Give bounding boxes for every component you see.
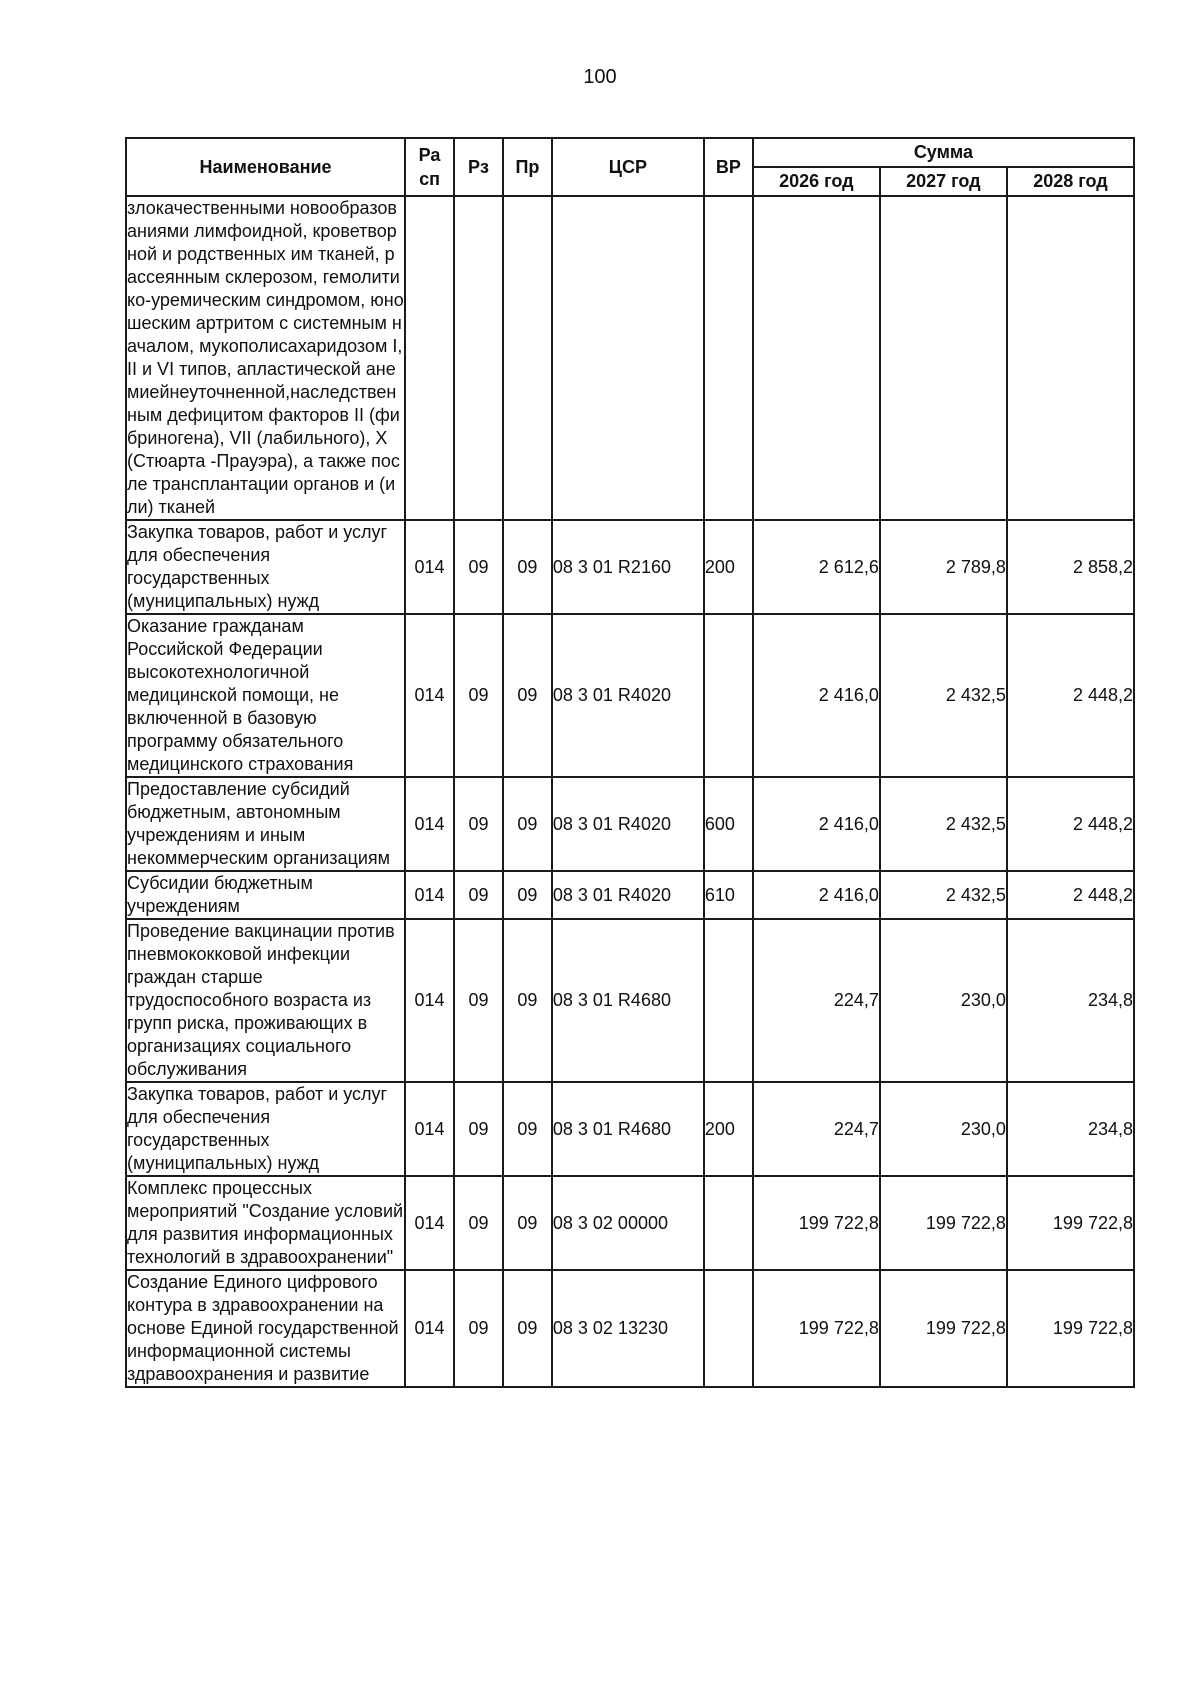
- header-year-2026: 2026 год: [753, 167, 880, 196]
- header-year-2027: 2027 год: [880, 167, 1007, 196]
- cell-2027: 2 432,5: [880, 871, 1007, 919]
- cell-2026: 2 612,6: [753, 520, 880, 614]
- header-sum: Сумма: [753, 138, 1134, 167]
- cell-csr: 08 3 02 00000: [552, 1176, 704, 1270]
- cell-vr: [704, 1270, 753, 1387]
- cell-name: злокачественными новообразованиями лимфоидной, кроветворной и родственных им тканей, рассеянным склерозом, гемолитико-уремическим синдромом, юношеским артритом с системным началом, мукополисахаридозом I, II и VI типов, апластической анемиейнеуточненной,наследственным дефицитом факторов II (фибриногена), VII (лабильного), X (Стюарта -Прауэра), а также после трансплантации органов и (или) тканей: [126, 196, 405, 520]
- cell-2028: 234,8: [1007, 919, 1134, 1082]
- cell-rasp: 014: [405, 1082, 454, 1176]
- cell-2027: 230,0: [880, 919, 1007, 1082]
- cell-vr: [704, 1176, 753, 1270]
- header-rz: Рз: [454, 138, 503, 196]
- cell-2027: [880, 196, 1007, 520]
- header-rasp-text: Ра сп: [418, 145, 441, 189]
- cell-rz: 09: [454, 614, 503, 777]
- table-row: [126, 520, 1134, 614]
- cell-2027: 230,0: [880, 1082, 1007, 1176]
- cell-2027: 2 789,8: [880, 520, 1007, 614]
- cell-pr: 09: [503, 614, 552, 777]
- cell-name: Создание Единого цифрового контура в здравоохранении на основе Единой государственной информационной системы здравоохранения и развитие: [126, 1270, 405, 1387]
- cell-csr: 08 3 02 13230: [552, 1270, 704, 1387]
- cell-pr: [503, 196, 552, 520]
- cell-2028: 199 722,8: [1007, 1270, 1134, 1387]
- cell-2026: 224,7: [753, 919, 880, 1082]
- table-row: [126, 1176, 1134, 1270]
- cell-pr: 09: [503, 1270, 552, 1387]
- cell-2026: 224,7: [753, 1082, 880, 1176]
- cell-2026: 2 416,0: [753, 614, 880, 777]
- cell-vr: [704, 196, 753, 520]
- cell-vr: 600: [704, 777, 753, 871]
- cell-csr: 08 3 01 R4020: [552, 871, 704, 919]
- cell-2027: 2 432,5: [880, 777, 1007, 871]
- page-number: 100: [583, 66, 617, 88]
- cell-2028: 234,8: [1007, 1082, 1134, 1176]
- cell-name: Проведение вакцинации против пневмококковой инфекции граждан старше трудоспособного возраста из групп риска, проживающих в организациях социального обслуживания: [126, 919, 405, 1082]
- cell-name: Закупка товаров, работ и услуг для обеспечения государственных (муниципальных) нужд: [126, 1082, 405, 1176]
- cell-name: Оказание гражданам Российской Федерации высокотехнологичной медицинской помощи, не включенной в базовую программу обязательного медицинского страхования: [126, 614, 405, 777]
- cell-rasp: 014: [405, 919, 454, 1082]
- cell-pr: 09: [503, 777, 552, 871]
- cell-name: Субсидии бюджетным учреждениям: [126, 871, 405, 919]
- table-row: [126, 919, 1134, 1082]
- table-row: [126, 196, 1134, 520]
- cell-vr: 200: [704, 520, 753, 614]
- cell-2026: 2 416,0: [753, 871, 880, 919]
- table-row: [126, 871, 1134, 919]
- cell-csr: [552, 196, 704, 520]
- table-body: [126, 196, 1134, 1387]
- header-rasp: [405, 138, 454, 196]
- cell-rasp: 014: [405, 777, 454, 871]
- cell-rasp: 014: [405, 871, 454, 919]
- cell-name: Закупка товаров, работ и услуг для обеспечения государственных (муниципальных) нужд: [126, 520, 405, 614]
- cell-csr: 08 3 01 R4020: [552, 614, 704, 777]
- cell-2026: 199 722,8: [753, 1270, 880, 1387]
- cell-2027: 199 722,8: [880, 1176, 1007, 1270]
- cell-2027: 199 722,8: [880, 1270, 1007, 1387]
- cell-rz: 09: [454, 1270, 503, 1387]
- cell-vr: 200: [704, 1082, 753, 1176]
- cell-csr: 08 3 01 R4020: [552, 777, 704, 871]
- cell-2028: 2 448,2: [1007, 777, 1134, 871]
- cell-2028: 199 722,8: [1007, 1176, 1134, 1270]
- cell-rz: [454, 196, 503, 520]
- cell-rasp: 014: [405, 1176, 454, 1270]
- cell-2028: 2 448,2: [1007, 614, 1134, 777]
- cell-csr: 08 3 01 R2160: [552, 520, 704, 614]
- cell-rz: 09: [454, 777, 503, 871]
- header-year-2028: 2028 год: [1007, 167, 1134, 196]
- cell-2026: 199 722,8: [753, 1176, 880, 1270]
- cell-pr: 09: [503, 1082, 552, 1176]
- cell-rz: 09: [454, 520, 503, 614]
- table-row: [126, 1082, 1134, 1176]
- cell-rasp: [405, 196, 454, 520]
- cell-2028: 2 448,2: [1007, 871, 1134, 919]
- cell-2028: [1007, 196, 1134, 520]
- cell-csr: 08 3 01 R4680: [552, 919, 704, 1082]
- budget-table: [125, 137, 1135, 1388]
- cell-rasp: 014: [405, 520, 454, 614]
- cell-vr: [704, 614, 753, 777]
- cell-2027: 2 432,5: [880, 614, 1007, 777]
- table-header: [126, 138, 1134, 196]
- cell-rz: 09: [454, 1176, 503, 1270]
- cell-pr: 09: [503, 520, 552, 614]
- cell-2028: 2 858,2: [1007, 520, 1134, 614]
- cell-csr: 08 3 01 R4680: [552, 1082, 704, 1176]
- cell-rz: 09: [454, 871, 503, 919]
- cell-2026: [753, 196, 880, 520]
- cell-rz: 09: [454, 919, 503, 1082]
- header-csr: ЦСР: [552, 138, 704, 196]
- cell-2026: 2 416,0: [753, 777, 880, 871]
- table-row: [126, 614, 1134, 777]
- cell-name: Предоставление субсидий бюджетным, автономным учреждениям и иным некоммерческим организациям: [126, 777, 405, 871]
- cell-pr: 09: [503, 919, 552, 1082]
- cell-rz: 09: [454, 1082, 503, 1176]
- cell-pr: 09: [503, 871, 552, 919]
- table-row: [126, 777, 1134, 871]
- cell-rasp: 014: [405, 614, 454, 777]
- header-vr: ВР: [704, 138, 753, 196]
- table-row: [126, 1270, 1134, 1387]
- header-pr: Пр: [503, 138, 552, 196]
- cell-vr: 610: [704, 871, 753, 919]
- cell-vr: [704, 919, 753, 1082]
- header-name: Наименование: [126, 138, 405, 196]
- cell-pr: 09: [503, 1176, 552, 1270]
- cell-rasp: 014: [405, 1270, 454, 1387]
- cell-name: Комплекс процессных мероприятий "Создание условий для развития информационных технологий в здравоохранении": [126, 1176, 405, 1270]
